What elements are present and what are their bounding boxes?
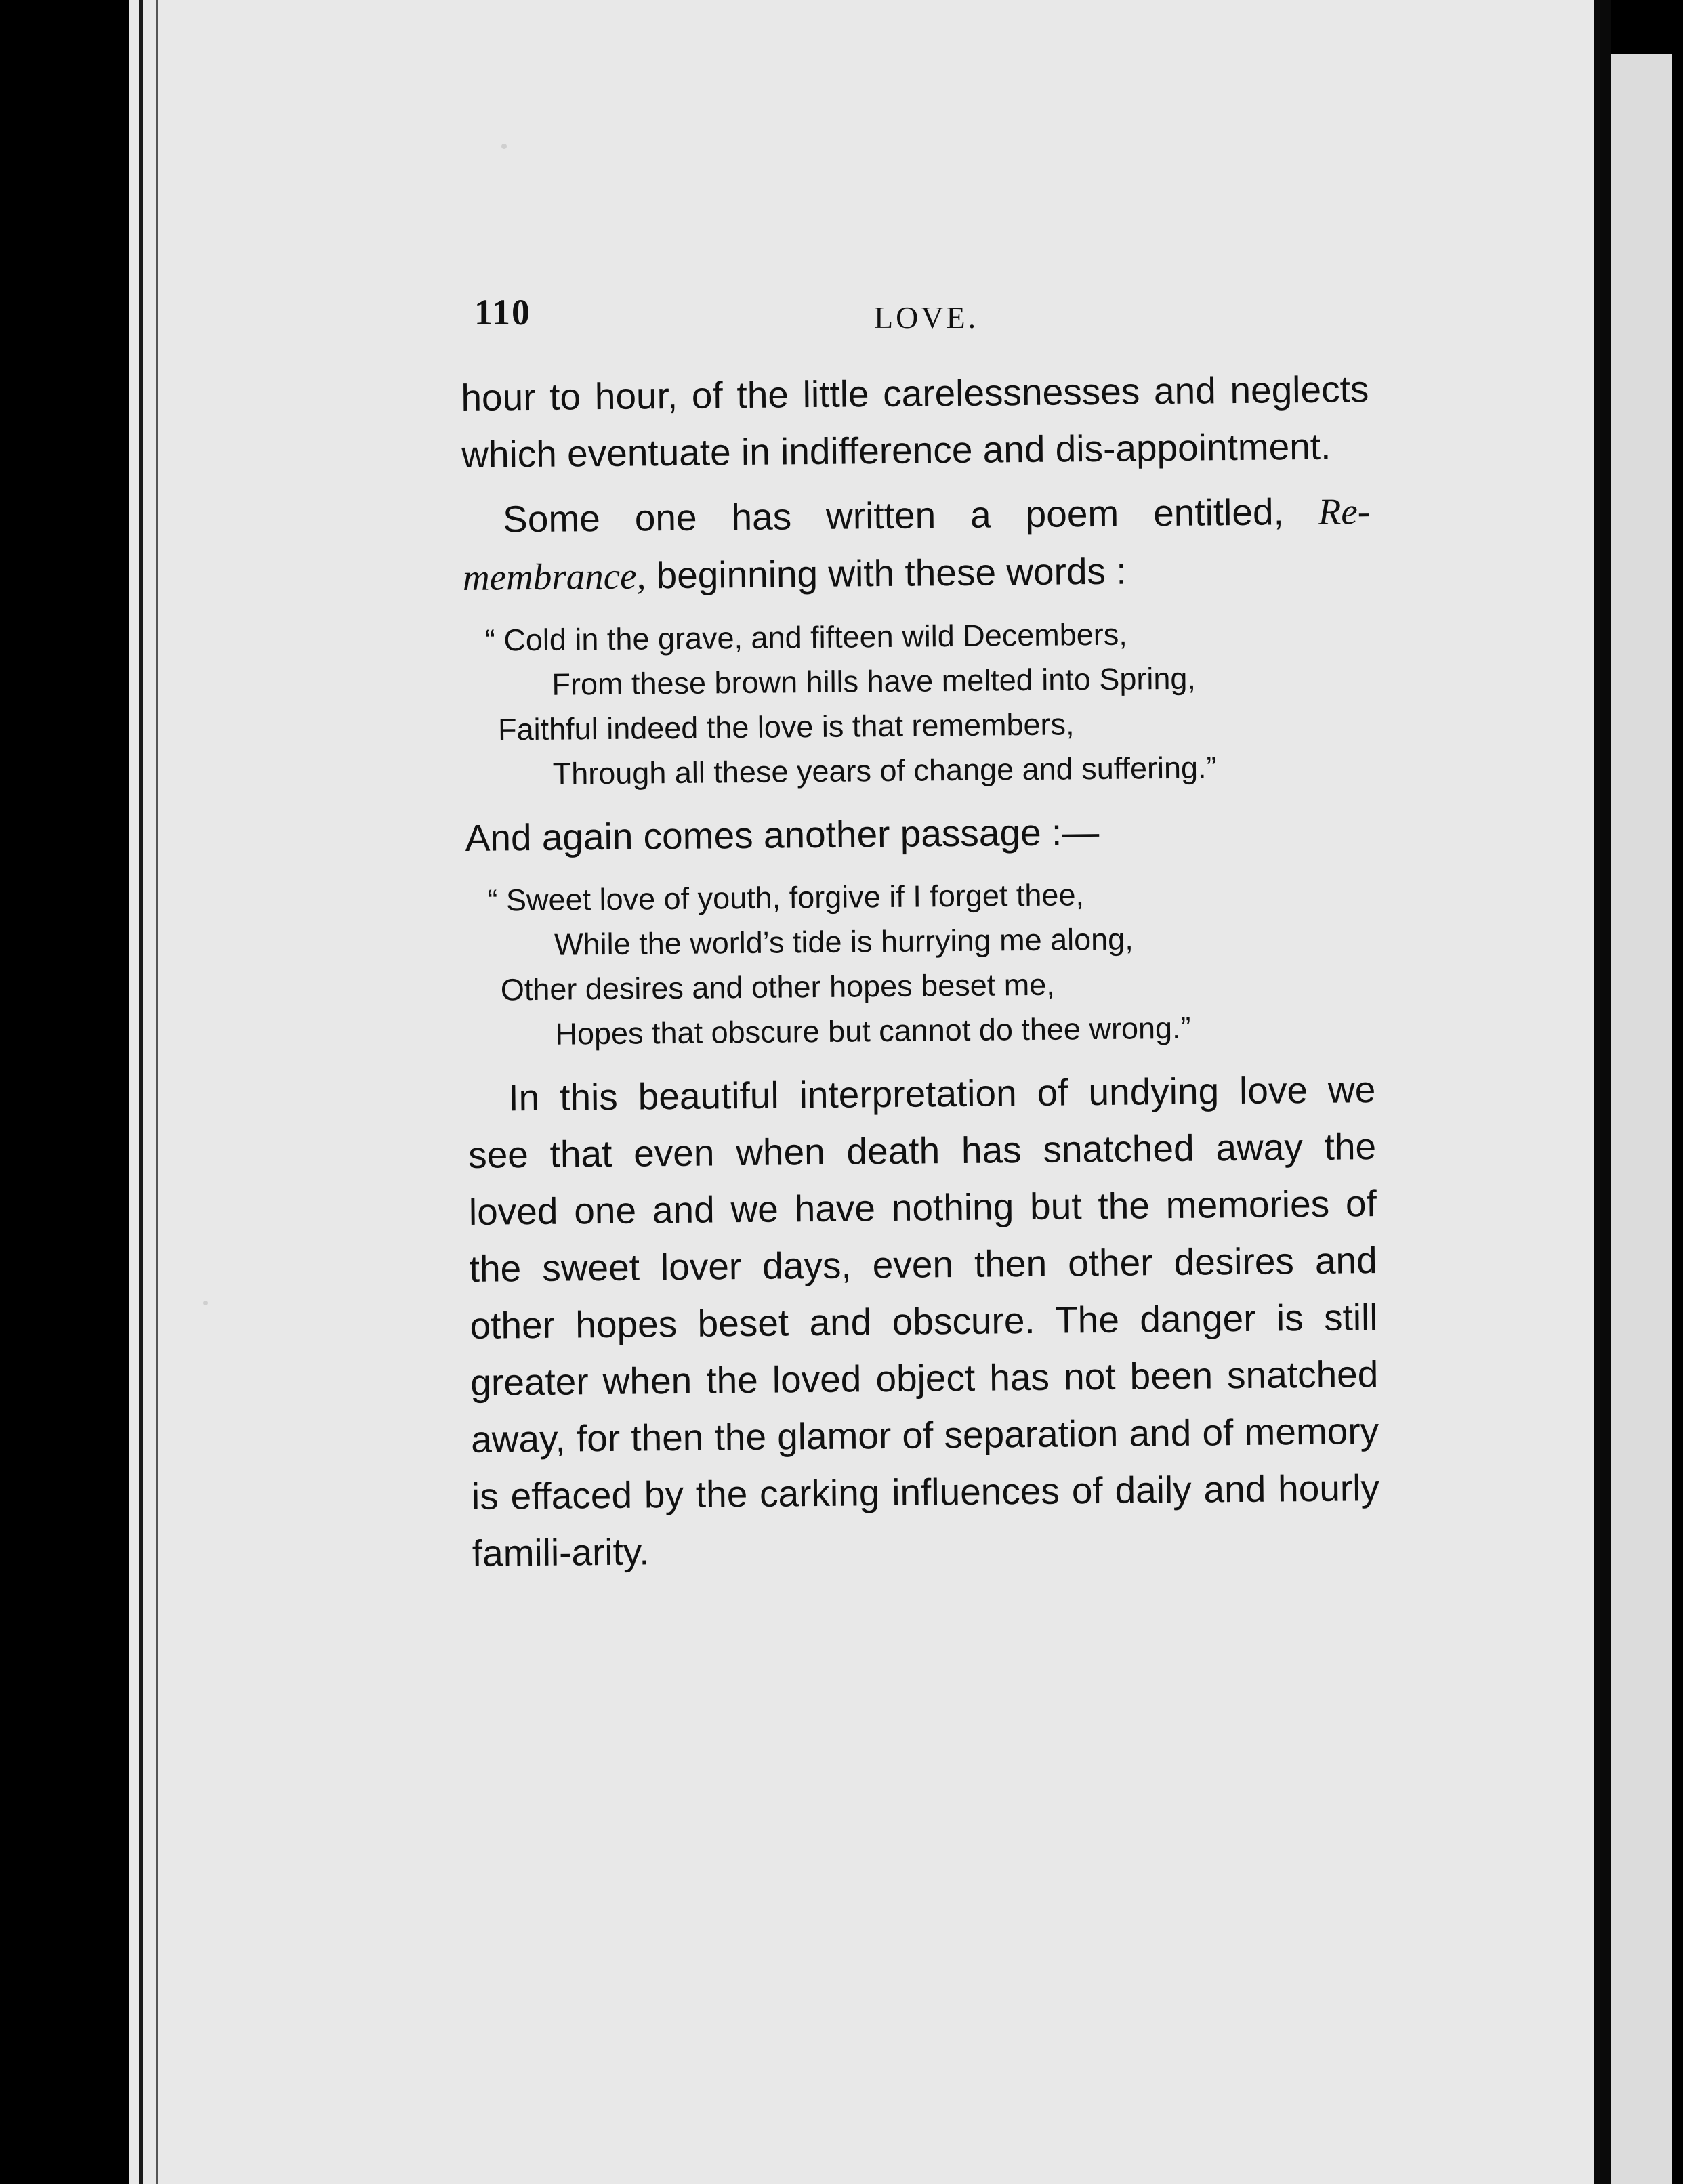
poem-quote-2 [487, 870, 1375, 1057]
paper-speck [203, 1301, 208, 1305]
binding-edge-inner [156, 0, 158, 2184]
poem-line: While the world’s tide is hurrying me along, [554, 921, 1134, 962]
binding-edge [139, 0, 143, 2184]
poem-line: “ Cold in the grave, and fifteen wild Decembers, [484, 616, 1128, 658]
paragraph-passage-intro: And again comes another passage :— [465, 810, 1100, 859]
poem-line: Faithful indeed the love is that remembers, [497, 707, 1075, 747]
page-right-edge [1594, 0, 1611, 2184]
poem-line: “ Sweet love of youth, forgive if I forget thee, [487, 877, 1085, 918]
running-title: LOVE. [874, 300, 979, 335]
facing-page-strip [1611, 54, 1672, 2184]
poem-line: Other desires and other hopes beset me, [500, 967, 1055, 1007]
paragraph-text: beginning with these words : [656, 549, 1127, 597]
page-number: 110 [474, 292, 532, 333]
page-body [461, 360, 1380, 1582]
poem-title: Re-membrance, [462, 490, 1371, 598]
poem-line: Through all these years of change and suffering.” [552, 750, 1217, 791]
paragraph-poem-intro [462, 482, 1371, 606]
paragraph-text: Some one has written a poem entitled, [502, 490, 1285, 541]
page-header [474, 291, 1355, 345]
paragraph-interpretation: In this beautiful interpretation of undying love we see that even when death has snatched away the loved one and we have nothing but the memories of the sweet lover days, even then other desires and other hopes beset and obscure. The danger is still greater when the loved object has not been snatched away, for then the glamor of separation and of memory is effaced by the carking influences of daily and hourly famili-arity. [468, 1068, 1380, 1574]
poem-line: From these brown hills have melted into Spring, [552, 660, 1197, 702]
poem-quote-1 [484, 610, 1373, 797]
poem-line: Hopes that obscure but cannot do thee wrong.” [555, 1010, 1191, 1051]
paper-speck [501, 144, 507, 149]
paragraph-continuation: hour to hour, of the little carelessnesses and neglects which eventuate in indifference and dis-appointment. [461, 368, 1369, 476]
